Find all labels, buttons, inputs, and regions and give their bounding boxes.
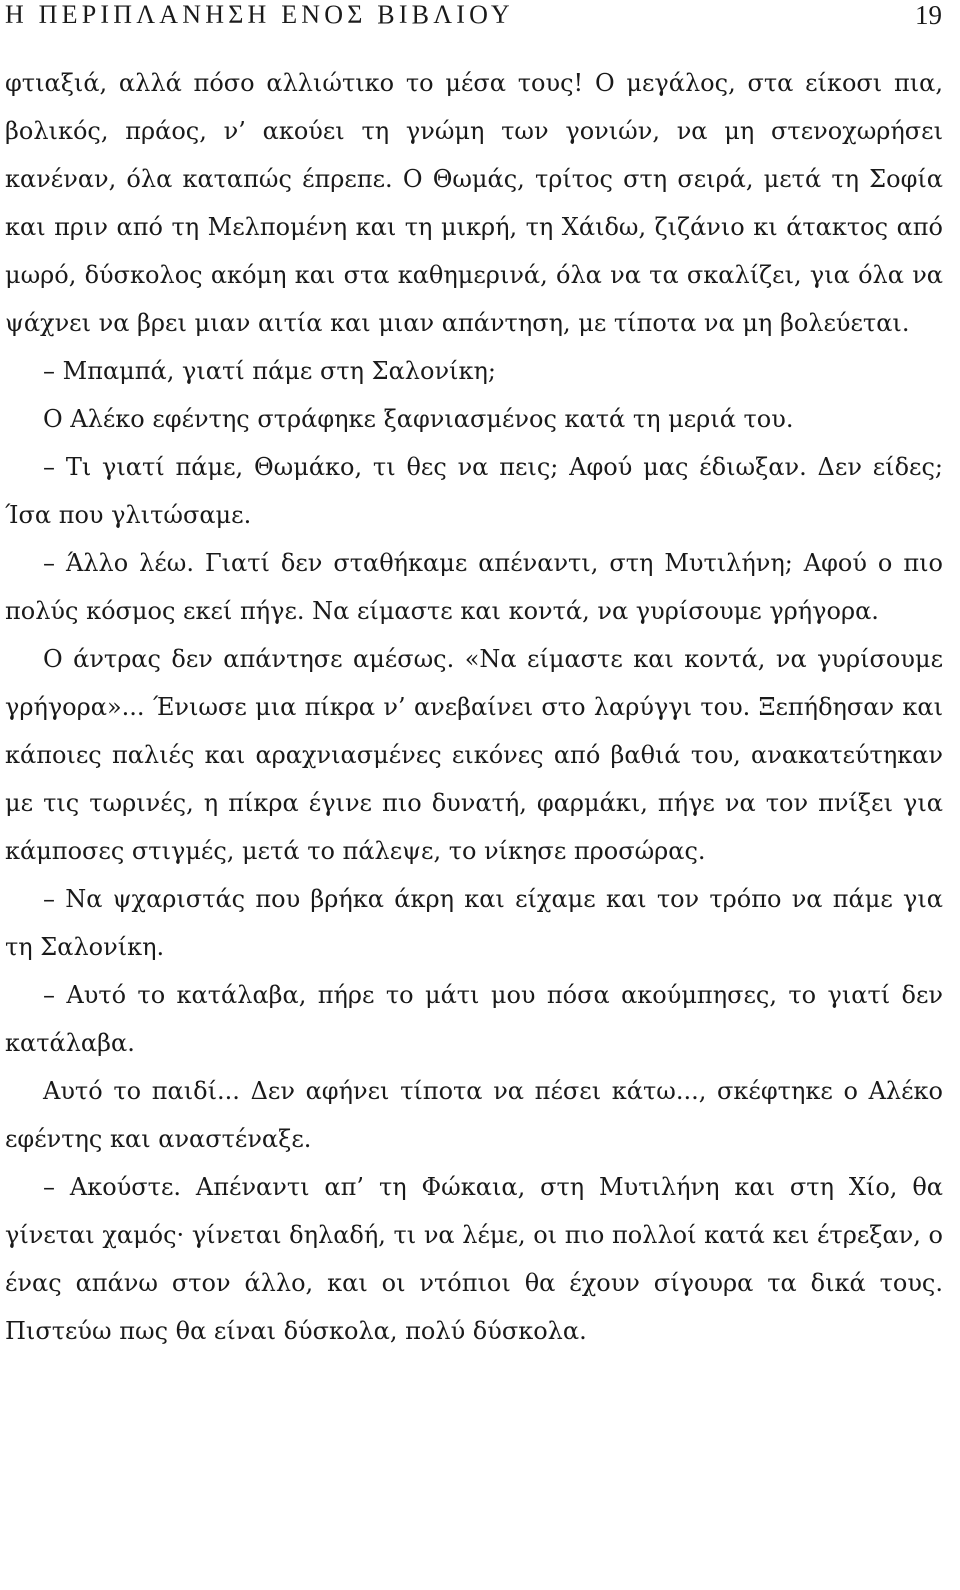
- paragraph: – Τι γιατί πάμε, Θωμάκο, τι θες να πεις; Αφού μας έδιωξαν. Δεν είδες; Ίσα που γλιτώσαμε.: [5, 453, 943, 529]
- paragraph: – Να ψχαριστάς που βρήκα άκρη και είχαμε και τον τρόπο να πάμε για τη Σαλονίκη.: [5, 885, 943, 961]
- running-head-title: Η ΠΕΡΙΠΛΑΝΗΣΗ ΕΝΟΣ ΒΙΒΛΙΟΥ: [5, 0, 514, 29]
- paragraph: φτιαξιά, αλλά πόσο αλλιώτικο το μέσα τους! Ο μεγάλος, στα είκοσι πια, βολικός, πράος, ν’ ακούει τη γνώμη των γονιών, να μη στενοχωρήσει κανέναν, όλα καταπώς έπρεπε. Ο Θωμάς, τρίτος στη σειρά, μετά τη Σοφία και πριν από τη Μελπομένη και τη μικρή, τη Χάιδω, ζιζάνιο κι άτακτος από μωρό, δύσκολος ακόμη και στα καθημερινά, όλα να τα σκαλίζει, για όλα να ψάχνει να βρει μιαν αιτία και μιαν απάντηση, με τίποτα να μη βολεύεται.: [5, 69, 943, 337]
- paragraph: Ο άντρας δεν απάντησε αμέσως. «Να είμαστε και κοντά, να γυρίσουμε γρήγορα»... Ένιωσε μια πίκρα ν’ ανεβαίνει στο λαρύγγι του. Ξεπήδησαν και κάποιες παλιές και αραχνιασμένες εικόνες από βαθιά του, ανακατεύτηκαν με τις τωρινές, η πίκρα έγινε πιο δυνατή, φαρμάκι, πήγε να τον πνίξει για κάμποσες στιγμές, μετά το πάλεψε, το νίκησε προσώρας.: [5, 645, 943, 865]
- paragraph: – Αυτό το κατάλαβα, πήρε το μάτι μου πόσα ακούμπησες, το γιατί δεν κατάλαβα.: [5, 981, 943, 1057]
- paragraph: – Άλλο λέω. Γιατί δεν σταθήκαμε απέναντι, στη Μυτιλήνη; Αφού ο πιο πολύς κόσμος εκεί πήγε. Να είμαστε και κοντά, να γυρίσουμε γρήγορα.: [5, 549, 943, 625]
- paragraph: – Μπαμπά, γιατί πάμε στη Σαλονίκη;: [43, 357, 496, 385]
- body-text: [5, 59, 943, 1355]
- paragraph: Αυτό το παιδί... Δεν αφήνει τίποτα να πέσει κάτω..., σκέφτηκε ο Αλέκο εφέντης και αναστέναξε.: [5, 1077, 943, 1153]
- paragraph: Ο Αλέκο εφέντης στράφηκε ξαφνιασμένος κατά τη μεριά του.: [43, 405, 794, 433]
- page-number: 19: [915, 0, 942, 30]
- paragraph: – Ακούστε. Απέναντι απ’ τη Φώκαια, στη Μυτιλήνη και στη Χίο, θα γίνεται χαμός· γίνεται δηλαδή, τι να λέμε, οι πιο πολλοί κατά κει έτρεξαν, ο ένας απάνω στον άλλο, και οι ντόπιοι θα έχουν σίγουρα τα δικά τους. Πιστεύω πως θα είναι δύσκολα, πολύ δύσκολα.: [5, 1173, 943, 1345]
